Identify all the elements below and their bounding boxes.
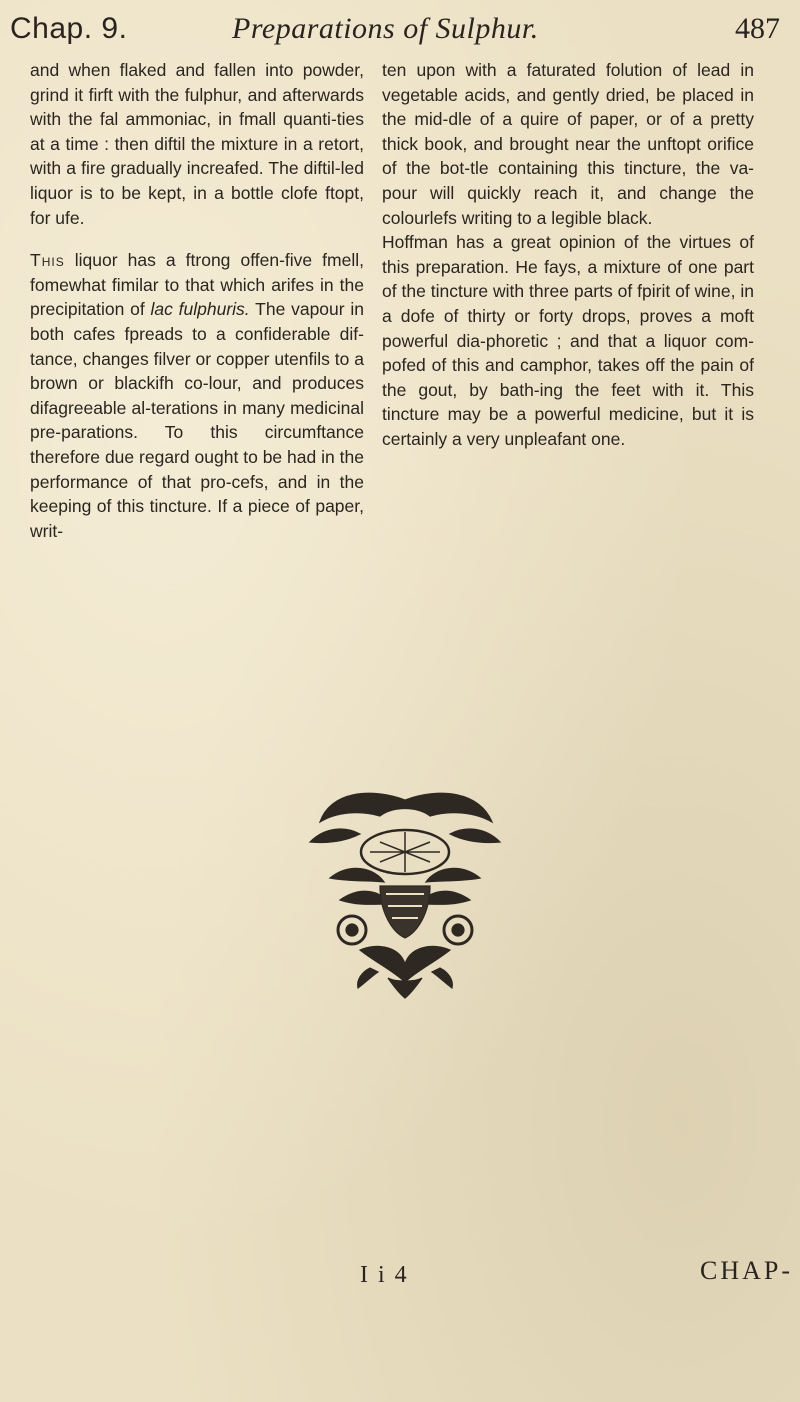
right-paragraph-1: ten upon with a faturated folution of lead in vegetable acids, and gently dried, be placed in the mid-dle of a quire of paper, or of a pretty thick book, and brought near the unftopt orifice of the bot-tle containing this tincture, the va-pour will quickly reach it, and change the colourlefs writing to a legible black. xyxy=(382,60,754,228)
page-number: 487 xyxy=(735,12,780,45)
signature-mark: I i 4 xyxy=(360,1262,409,1288)
right-column xyxy=(382,58,754,452)
left-paragraph-2-text-b: The vapour in both cafes fpreads to a confiderable dif-tance, changes filver or copper utenfils to a brown or blackifh co-lour, and produces difagreeable al-terations in many medicinal pre-parations. To this circumftance therefore due regard ought to be had in the performance of that pro-cefs, and in the keeping of this tincture. If a piece of paper, writ- xyxy=(30,299,364,541)
paragraph-lead-word: This xyxy=(30,250,65,271)
left-column xyxy=(30,58,364,543)
chapter-label: Chap. 9. xyxy=(10,12,128,45)
running-header xyxy=(10,12,790,60)
right-paragraph-2: Hoffman has a great opinion of the virtues of this preparation. He fays, a mixture of one part of the tincture with three parts of fpirit of wine, in a dofe of thirty or forty drops, proves a moft powerful dia-phoretic ; and that a liquor com-pofed of this and camphor, takes off the pain of the gout, by bath-ing the feet with it. This tincture may be a powerful medicine, but it is certainly a very unpleafant one. xyxy=(382,232,754,449)
running-title: Preparations of Sulphur. xyxy=(232,12,539,45)
left-paragraph-2-text-a: liquor has a ftrong offen-five fmell, fomewhat fimilar to that which arifes in the precipitation of xyxy=(30,250,364,320)
tailpiece-ornament-icon xyxy=(300,782,510,1000)
catchword: CHAP- xyxy=(700,1256,794,1285)
left-paragraph-1: and when flaked and fallen into powder, grind it firft with the fulphur, and afterwards with the fal ammoniac, in fmall quanti-ties at a time : then diftil the mixture in a retort, with a fire gradually increafed. The diftil-led liquor is to be kept, in a bottle clofe ftopt, for ufe. xyxy=(30,60,364,228)
latin-term: lac fulphuris. xyxy=(150,299,250,320)
left-paragraph-2 xyxy=(30,248,364,543)
